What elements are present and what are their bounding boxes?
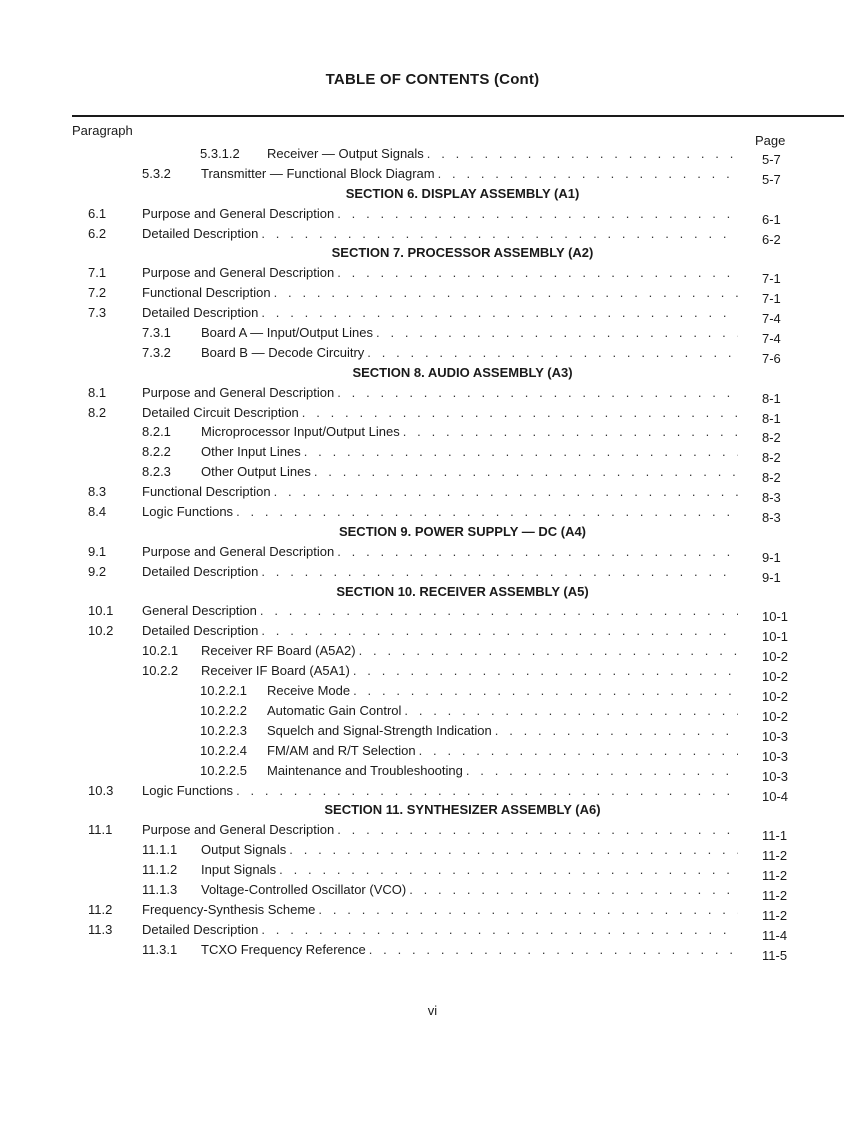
toc-entry xyxy=(0,303,865,327)
entry-page: 10-1 xyxy=(762,629,789,645)
entry-number: 10.2.2.5 xyxy=(200,762,247,778)
toc-entry xyxy=(0,880,865,903)
dot-leader xyxy=(367,343,738,363)
toc-entry xyxy=(0,164,865,187)
entry-page: 6-2 xyxy=(762,231,781,247)
entry-number: 8.4 xyxy=(88,504,107,520)
section-heading: SECTION 8. AUDIO ASSEMBLY (A3) xyxy=(352,364,573,380)
entry-page: 10-1 xyxy=(762,609,789,625)
entry-page: 11-2 xyxy=(762,887,788,903)
entry-title: Board A — Input/Output Lines xyxy=(201,325,374,341)
entry-page: 10-2 xyxy=(762,708,789,724)
entry-page: 10-2 xyxy=(762,649,789,665)
dot-leader xyxy=(236,502,738,522)
entry-number: 11.1.1 xyxy=(142,842,178,858)
dot-leader xyxy=(261,303,738,323)
toc-entry xyxy=(0,920,865,943)
toc-entry xyxy=(0,900,865,923)
entry-title: Receiver RF Board (A5A2) xyxy=(201,643,356,659)
dot-leader xyxy=(438,164,738,184)
entry-number: 11.2 xyxy=(88,901,113,917)
section-heading: SECTION 11. SYNTHESIZER ASSEMBLY (A6) xyxy=(324,802,601,818)
entry-title: Detailed Description xyxy=(142,225,259,241)
entry-number: 10.2.1 xyxy=(142,643,179,659)
toc-entry xyxy=(0,741,865,764)
entry-title: Detailed Description xyxy=(142,921,259,937)
page-title: TABLE OF CONTENTS (Cont) xyxy=(325,71,540,88)
dot-leader xyxy=(337,204,738,224)
entry-title: Voltage-Controlled Oscillator (VCO) xyxy=(201,881,407,897)
entry-title: Other Input Lines xyxy=(201,444,301,460)
paragraph-column-label: Paragraph xyxy=(72,123,133,138)
toc-entry xyxy=(0,462,865,486)
toc-entry xyxy=(0,542,865,565)
entry-page: 8-2 xyxy=(762,430,781,446)
toc-entry xyxy=(0,224,865,247)
entry-title: TCXO Frequency Reference xyxy=(201,941,366,957)
dot-leader xyxy=(419,741,738,761)
entry-number: 10.1 xyxy=(88,603,114,619)
toc-entry xyxy=(0,562,865,585)
toc-entry xyxy=(0,482,865,506)
entry-title: FM/AM and R/T Selection xyxy=(267,742,416,758)
entry-number: 5.3.2 xyxy=(142,165,171,181)
entry-title: Board B — Decode Circuitry xyxy=(201,344,365,360)
entry-title: Logic Functions xyxy=(142,504,234,520)
dot-leader xyxy=(337,263,738,283)
entry-number: 8.1 xyxy=(88,384,107,400)
entry-page: 10-3 xyxy=(762,768,789,784)
entry-title: Detailed Description xyxy=(142,623,259,639)
entry-number: 11.1 xyxy=(88,822,113,838)
entry-title: Frequency-Synthesis Scheme xyxy=(142,901,316,917)
entry-title: Detailed Description xyxy=(142,563,259,579)
toc-entry xyxy=(0,323,865,347)
entry-page: 11-2 xyxy=(762,868,788,884)
toc-entry xyxy=(0,621,865,645)
entry-page: 7-1 xyxy=(762,271,781,287)
entry-number: 9.2 xyxy=(88,563,107,579)
entry-page: 8-1 xyxy=(762,410,781,426)
toc-entry xyxy=(0,661,865,685)
entry-number: 10.2.2.2 xyxy=(200,702,247,718)
entry-title: Other Output Lines xyxy=(201,464,311,480)
dot-leader xyxy=(314,462,738,482)
toc-entry xyxy=(0,204,865,227)
dot-leader xyxy=(409,880,738,900)
entry-page: 10-2 xyxy=(762,689,789,705)
toc-entry xyxy=(0,940,865,963)
entry-title: Receiver IF Board (A5A1) xyxy=(201,663,350,679)
entry-number: 11.3.1 xyxy=(142,941,178,957)
dot-leader xyxy=(289,840,738,860)
entry-page: 11-5 xyxy=(762,947,788,963)
toc-entry xyxy=(0,641,865,665)
entry-title: Output Signals xyxy=(201,842,287,858)
entry-title: Purpose and General Description xyxy=(142,384,335,400)
entry-number: 7.1 xyxy=(88,265,107,281)
entry-number: 8.2 xyxy=(88,404,107,420)
entry-number: 7.2 xyxy=(88,285,107,301)
entry-title: Microprocessor Input/Output Lines xyxy=(201,424,400,440)
page-number: vi xyxy=(427,1003,438,1018)
toc-entry xyxy=(0,701,865,724)
dot-leader xyxy=(376,323,738,343)
dot-leader xyxy=(274,283,738,303)
dot-leader xyxy=(369,940,738,960)
toc-entry xyxy=(0,601,865,625)
entry-number: 10.2.2.3 xyxy=(200,722,247,738)
dot-leader xyxy=(359,641,738,661)
entry-page: 11-4 xyxy=(762,927,788,943)
entry-page: 11-1 xyxy=(762,828,788,844)
toc-entry xyxy=(0,781,865,804)
dot-leader xyxy=(466,761,738,781)
entry-page: 8-3 xyxy=(762,490,781,506)
entry-number: 10.2.2.1 xyxy=(200,683,247,699)
entry-number: 9.1 xyxy=(88,543,107,559)
dot-leader xyxy=(304,442,738,462)
entry-title: Functional Description xyxy=(142,484,271,500)
entry-page: 9-1 xyxy=(762,549,781,565)
dot-leader xyxy=(279,860,738,880)
toc-entry xyxy=(0,860,865,884)
toc-entry xyxy=(0,502,865,526)
dot-leader xyxy=(404,701,738,721)
header-rule xyxy=(72,115,844,117)
section-heading: SECTION 10. RECEIVER ASSEMBLY (A5) xyxy=(336,583,589,599)
page-column-label: Page xyxy=(755,133,786,148)
entry-title: Purpose and General Description xyxy=(142,265,335,281)
entry-page: 8-2 xyxy=(762,470,781,486)
entry-number: 10.2.2.4 xyxy=(200,742,247,758)
entry-title: Logic Functions xyxy=(142,782,234,798)
entry-number: 5.3.1.2 xyxy=(200,146,240,161)
entry-page: 10-4 xyxy=(762,788,789,804)
toc-entry xyxy=(0,442,865,466)
entry-number: 10.3 xyxy=(88,782,114,798)
entry-page: 9-1 xyxy=(762,569,781,585)
dot-leader xyxy=(302,403,738,423)
entry-number: 11.1.2 xyxy=(142,862,178,878)
entry-title: Purpose and General Description xyxy=(142,822,335,838)
dot-leader xyxy=(261,224,738,244)
toc-list xyxy=(0,144,865,963)
entry-number: 8.3 xyxy=(88,484,107,500)
entry-title: Automatic Gain Control xyxy=(267,702,402,718)
dot-leader xyxy=(337,383,738,403)
entry-number: 6.1 xyxy=(88,205,107,221)
toc-entry xyxy=(0,761,865,784)
dot-leader xyxy=(337,820,738,840)
entry-number: 6.2 xyxy=(88,225,107,241)
entry-page: 8-1 xyxy=(762,390,781,406)
entry-page: 5-7 xyxy=(762,152,781,167)
dot-leader xyxy=(261,562,738,582)
entry-number: 8.2.2 xyxy=(142,444,171,460)
dot-leader xyxy=(353,681,738,701)
toc-entry xyxy=(0,343,865,366)
toc-entry xyxy=(0,403,865,426)
entry-title: Input Signals xyxy=(201,862,277,878)
entry-page: 11-2 xyxy=(762,848,788,864)
section-heading: SECTION 6. DISPLAY ASSEMBLY (A1) xyxy=(345,185,580,201)
entry-number: 7.3.2 xyxy=(142,344,171,360)
entry-number: 11.3 xyxy=(88,921,113,937)
entry-number: 7.3.1 xyxy=(142,325,171,341)
entry-title: Detailed Circuit Description xyxy=(142,404,299,420)
entry-page: 7-6 xyxy=(762,350,781,366)
entry-page: 7-4 xyxy=(762,311,781,327)
section-heading: SECTION 7. PROCESSOR ASSEMBLY (A2) xyxy=(331,245,594,261)
dot-leader xyxy=(261,621,738,641)
entry-title: Detailed Description xyxy=(142,305,259,321)
dot-leader xyxy=(403,422,738,442)
entry-title: Squelch and Signal-Strength Indication xyxy=(267,722,492,738)
entry-title: Transmitter — Functional Block Diagram xyxy=(201,165,435,181)
toc-entry xyxy=(0,820,865,844)
toc-entry xyxy=(0,840,865,864)
entry-number: 7.3 xyxy=(88,305,107,321)
entry-page: 7-1 xyxy=(762,291,781,307)
entry-page: 10-2 xyxy=(762,669,789,685)
dot-leader xyxy=(495,721,738,741)
entry-title: Functional Description xyxy=(142,285,271,301)
entry-title: Purpose and General Description xyxy=(142,205,335,221)
toc-entry xyxy=(0,721,865,744)
toc-entry xyxy=(0,283,865,307)
toc-entry xyxy=(0,422,865,446)
dot-leader xyxy=(260,601,738,621)
toc-entry xyxy=(0,383,865,406)
toc-entry xyxy=(0,144,865,167)
entry-page: 8-3 xyxy=(762,510,781,526)
entry-page: 7-4 xyxy=(762,331,781,347)
dot-leader xyxy=(337,542,738,562)
toc-entry xyxy=(0,681,865,705)
entry-number: 8.2.1 xyxy=(142,424,171,440)
entry-number: 10.2.2 xyxy=(142,663,179,679)
entry-number: 10.2 xyxy=(88,623,114,639)
toc-entry xyxy=(0,263,865,287)
entry-number: 8.2.3 xyxy=(142,464,171,480)
entry-title: General Description xyxy=(142,603,257,619)
section-heading: SECTION 9. POWER SUPPLY — DC (A4) xyxy=(338,523,587,539)
entry-page: 11-2 xyxy=(762,907,788,923)
dot-leader xyxy=(353,661,738,681)
entry-title: Maintenance and Troubleshooting xyxy=(267,762,463,778)
entry-page: 8-2 xyxy=(762,450,781,466)
dot-leader xyxy=(274,482,738,502)
entry-page: 10-3 xyxy=(762,728,789,744)
dot-leader xyxy=(318,900,738,920)
dot-leader xyxy=(427,144,738,164)
dot-leader xyxy=(236,781,738,801)
entry-title: Receive Mode xyxy=(267,683,351,699)
entry-page: 10-3 xyxy=(762,748,789,764)
entry-title: Purpose and General Description xyxy=(142,543,335,559)
entry-title: Receiver — Output Signals xyxy=(267,146,424,161)
entry-page: 6-1 xyxy=(762,211,781,227)
entry-page: 5-7 xyxy=(762,171,781,187)
dot-leader xyxy=(261,920,738,940)
entry-number: 11.1.3 xyxy=(142,881,178,897)
